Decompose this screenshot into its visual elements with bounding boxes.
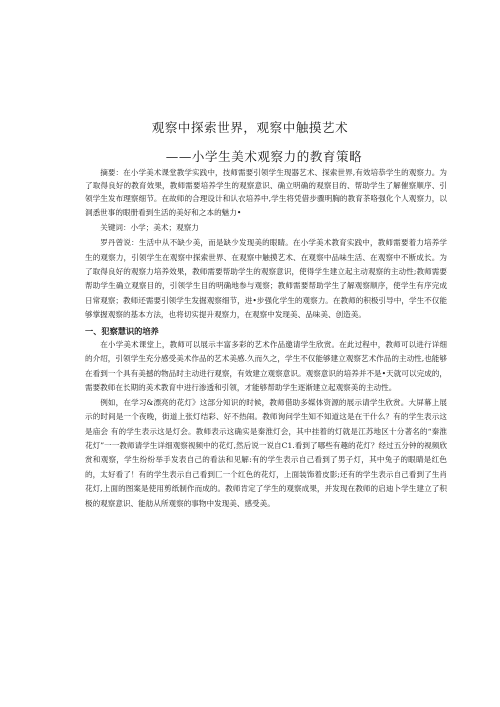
- intro-paragraph: 罗丹曾说：生活中从不缺少美，而是缺少发现美的眼睛。在小学美术教育实践中，教师需要着力培养学生的观察力，引领学生在观察中探索世界、在观察中触摸艺术、在观察中品味生活、在观察中不断成长。为了取得良好的观察力培养效果，教师需要帮助学生的观察意识，使得学生建立起主动观察的主动性;教师需要帮助学生确立观察目的，引领学生目的明确地参与观察；教师需要帮助学生了解观察顺序，使学生有序完成日常观察；教师还需要引领学生发掘观察细节，进•步强化学生的观察力。在教师的积极引导中，学生不仅能够掌握观察的基本方法，也将切实提升观察力，在观察中发现美、品味美、创造美。: [85, 238, 447, 320]
- paper-body: [85, 166, 447, 511]
- abstract-paragraph: 摘要：在小学美术课堂教学实践中，技师需要引领学生现器艺术、探索世界,有效培恭学生的观察力。为了取得良好的教育效果，教师需要培养学生的观察意识、确立明确的观察目的、帮助学生了解催察顺序、引领学生发布理察细节。在故师的合理设计和认衣培养中,学生将凭借步骤明胸的教育茶咯强化个人观察力，以洞悉世事的眼册看到生活的美好和之本的魅力•: [85, 168, 447, 217]
- section-paragraph: 在小学美术课堂上，教师可以展示丰富多彩的艺术作品邀请学生欣赏。在此过程中，教师可以进行详细的介绍，引领学生充分感受美术作品的艺术美感.久而久之，学生不仅能够建立观察艺术作品的主动性,也能够在看到一个具有美撼的物品时主动进行观察，有效建立观察意识。观察意识的培养并不是•天就可以完成的，需要教师在长期的美术教育中进行渗透和引领，才能够帮助学生逐渐建立起观察美的主动性。: [85, 340, 447, 393]
- paper-title: 观察中探索世界，观察中触摸艺术: [151, 120, 349, 135]
- paper-subtitle: ——小学生美术观察力的教育策略: [165, 149, 363, 164]
- keywords-line: 关键词：小学；美术；观察力: [100, 222, 199, 232]
- section-heading: 一、犯察慧识的培养: [85, 325, 159, 336]
- section-paragraph: 例如，在学习&漂亮的花灯》这部分知识的时候，教师借助多媒体资源的展示请学生欣赏。大屏幕上展示的时间是一个夜晚，街道上张灯结彩、好不热闹。教师询问学生知不知道这是在干什么？有的学生表示这是庙会 有的学生表示这是灯会。教师表示这确实是秦淮灯会，其中挂着的灯就是江苏地区十分著名的“秦淮花灯”一一教师请学生详细观察视频中的花灯,然后说一说自C1.看到了哪些有趣的花灯？经过五分钟的视频欣赏和观察，学生纷纷举手发表自己的看法和见解:有的学生表示自己看到了男子灯，其中兔子的眼睛是红色的，太好看了！有的学生表示自己看到匚一个红色的花灯，上面装饰着皮影;还有的学生表示自己看到了生肖花灯,上面的图案是使用剪纸制作而成的。教师肯定了学生的观察成果，并发现在教师的启迪卜学生建立了积极的观察意识、能舫从所观察的事物中发现美、感受美。: [85, 397, 447, 508]
